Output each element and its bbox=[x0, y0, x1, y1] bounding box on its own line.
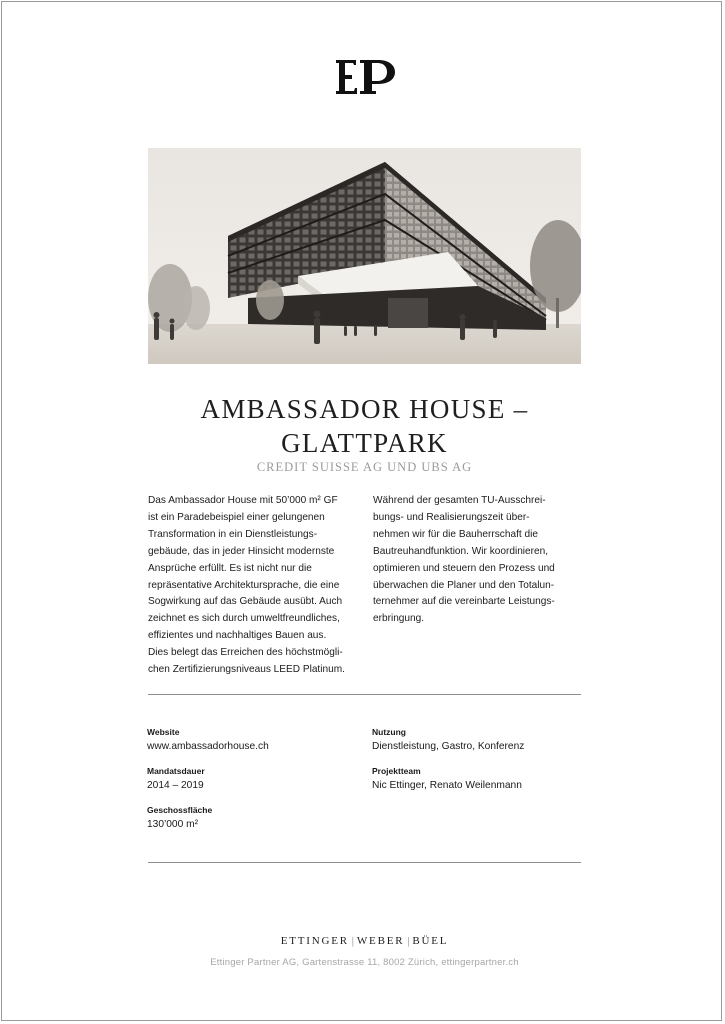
body-line: erbringung. bbox=[373, 613, 425, 625]
body-line: optimieren und steuern den Prozess und bbox=[373, 562, 555, 574]
body-line: gebäude, das in jeder Hinsicht modernste bbox=[148, 545, 335, 557]
mandate-label: Mandatsdauer bbox=[147, 766, 205, 776]
body-left-column bbox=[148, 493, 363, 679]
footer-address: Ettinger Partner AG, Gartenstrasse 11, 8002 Zürich, ettingerpartner.ch bbox=[210, 957, 519, 968]
body-line: Dies belegt das Erreichen des höchstmögli- bbox=[148, 647, 343, 659]
body-line: bungs- und Realisierungszeit über- bbox=[373, 511, 530, 523]
team-label: Projektteam bbox=[372, 766, 421, 776]
body-line: Sogwirkung auf das Gebäude ausübt. Auch bbox=[148, 596, 343, 608]
body-line: Transformation in ein Dienstleistungs- bbox=[148, 528, 318, 540]
website-label: Website bbox=[147, 727, 180, 737]
body-line: chen Zertifizierungsniveaus LEED Platinum. bbox=[148, 664, 345, 676]
brand-ettinger: ETTINGER bbox=[280, 935, 349, 947]
body-line: Das Ambassador House mit 50’000 m² GF bbox=[148, 495, 338, 506]
brand-weber: WEBER bbox=[356, 935, 405, 947]
document-page bbox=[1, 1, 722, 1021]
hero-image bbox=[148, 148, 581, 364]
title-line-1: AMBASSADOR HOUSE – bbox=[200, 394, 529, 424]
usage-label: Nutzung bbox=[372, 727, 406, 737]
body-line: Bautreuhandfunktion. Wir koordinieren, bbox=[373, 545, 549, 557]
brand-bueel: BÜEL bbox=[412, 935, 449, 947]
ep-logo bbox=[334, 57, 398, 97]
floor-area-label: Geschossfläche bbox=[147, 805, 213, 815]
divider-top bbox=[148, 694, 581, 695]
team-value: Nic Ettinger, Renato Weilenmann bbox=[372, 780, 522, 791]
body-line: zeichnet es sich durch umweltfreundliches, bbox=[148, 613, 340, 625]
body-line: repräsentative Architektursprache, die eine bbox=[148, 579, 340, 591]
body-line: Ansprüche erfüllt. Es ist nicht nur die bbox=[148, 562, 312, 574]
body-line: Während der gesamten TU-Ausschrei- bbox=[373, 495, 546, 506]
mandate-value: 2014 – 2019 bbox=[147, 780, 204, 791]
page-title bbox=[122, 392, 607, 460]
body-line: überwachen die Planer und den Totalun- bbox=[373, 579, 555, 591]
client-subtitle: CREDIT SUISSE AG UND UBS AG bbox=[256, 460, 473, 474]
body-line: nehmen wir für die Bauherrschaft die bbox=[373, 528, 538, 540]
website-link[interactable]: www.ambassadorhouse.ch bbox=[147, 741, 269, 752]
title-line-2: GLATTPARK bbox=[281, 428, 448, 458]
floor-area-value: 130’000 m² bbox=[147, 819, 198, 830]
body-right-column bbox=[373, 493, 588, 628]
usage-value: Dienstleistung, Gastro, Konferenz bbox=[372, 741, 525, 752]
brand-separator: | bbox=[351, 936, 354, 947]
brand-separator: | bbox=[407, 936, 410, 947]
body-line: ternehmer auf die vereinbarte Leistungs- bbox=[373, 596, 555, 608]
body-line: effizientes und nachhaltiges Bauen aus. bbox=[148, 630, 327, 642]
footer-brand bbox=[162, 935, 567, 947]
divider-bottom bbox=[148, 862, 581, 863]
body-line: ist ein Paradebeispiel einer gelungenen bbox=[148, 511, 325, 523]
